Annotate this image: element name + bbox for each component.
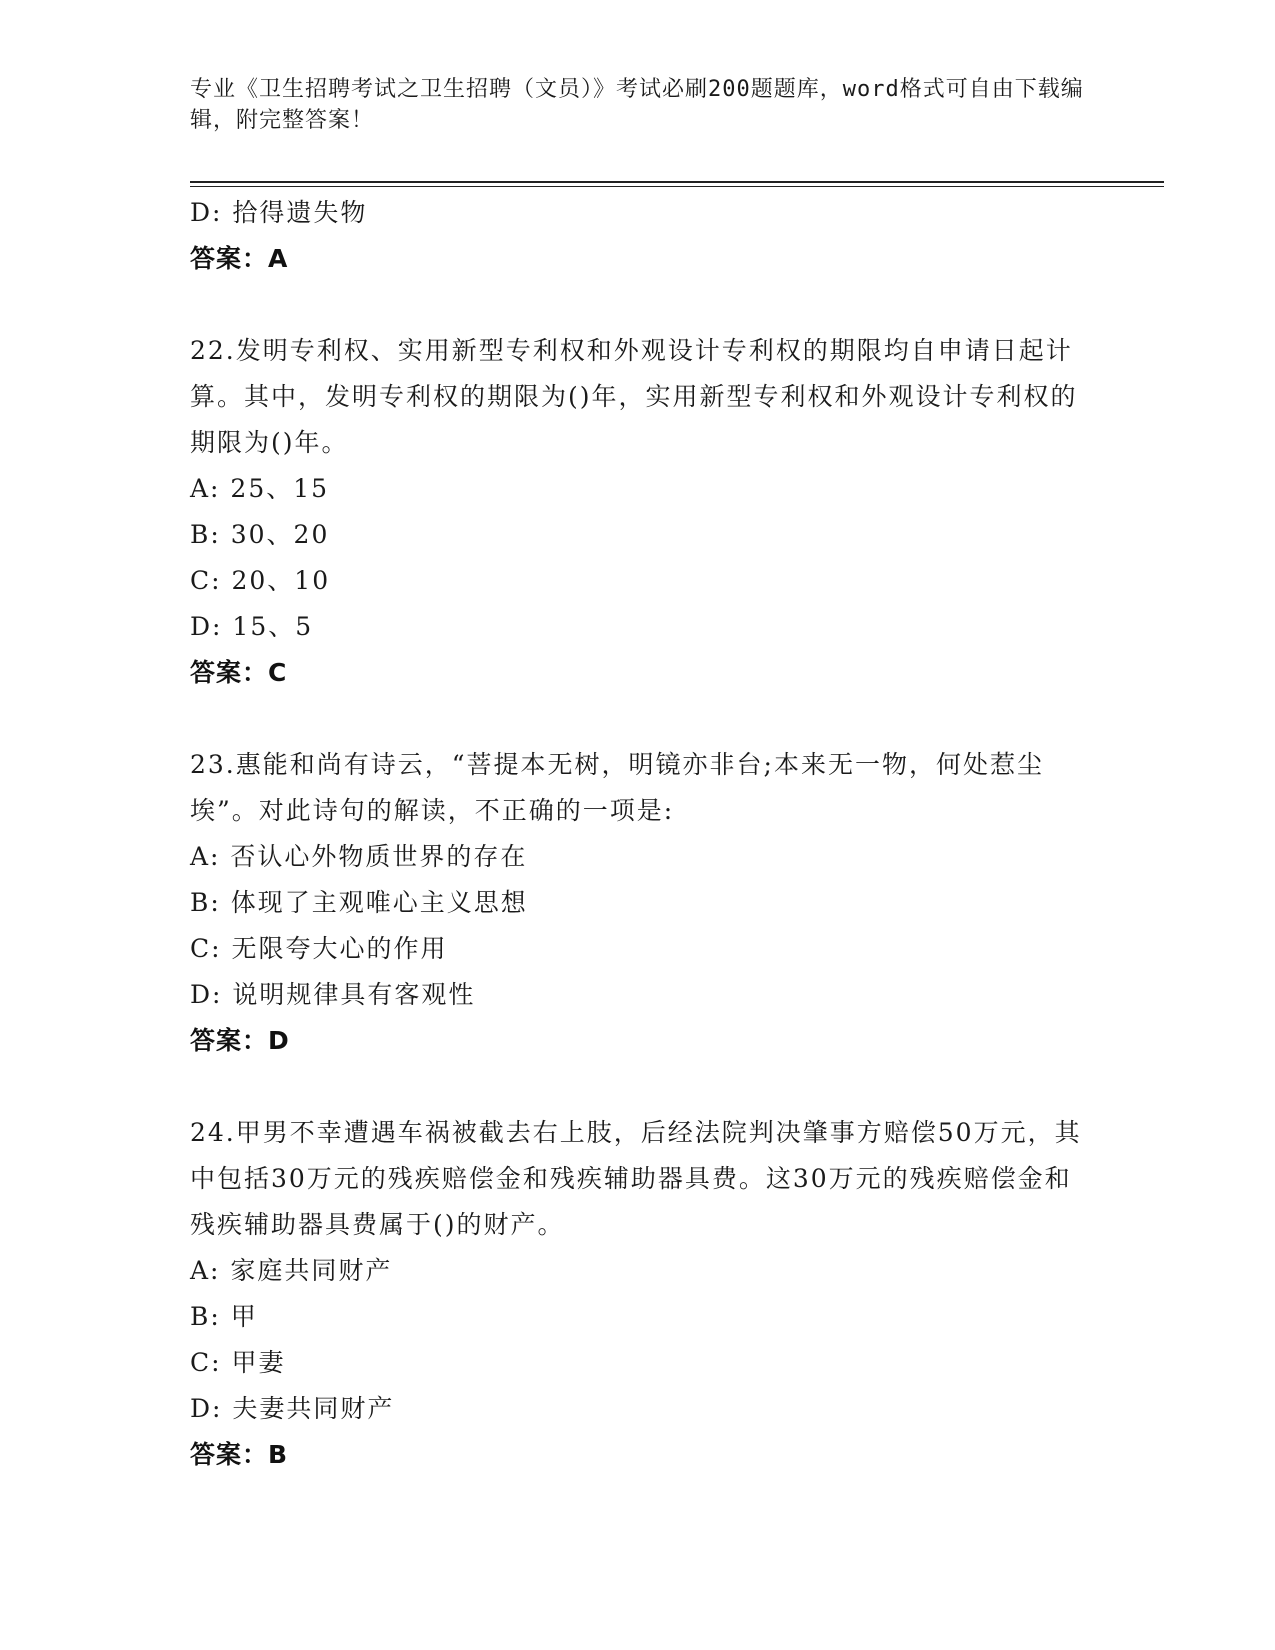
question-22 (190, 328, 1090, 696)
question-stem: 24.甲男不幸遭遇车祸被截去右上肢，后经法院判决肇事方赔偿50万元，其中包括30万元的残疾赔偿金和残疾辅助器具费。这30万元的残疾赔偿金和残疾辅助器具费属于()的财产。 (190, 1118, 1082, 1239)
question-stem: 23.惠能和尚有诗云，“菩提本无树，明镜亦非台;本来无一物，何处惹尘埃”。对此诗句的解读，不正确的一项是: (190, 750, 1044, 825)
answer-line: 答案：A (190, 244, 289, 273)
header-divider-thick (190, 181, 1164, 183)
question-stem: 22.发明专利权、实用新型专利权和外观设计专利权的期限均自申请日起计算。其中，发明专利权的期限为()年，实用新型专利权和外观设计专利权的期限为()年。 (190, 336, 1078, 457)
option-c: C: 甲妻 (190, 1348, 286, 1377)
answer-line: 答案：D (190, 1026, 290, 1055)
option-c: C: 无限夸大心的作用 (190, 934, 448, 963)
question-23 (190, 742, 1090, 1064)
document-body (190, 190, 1090, 1478)
question-24 (190, 1110, 1090, 1478)
option-b: B: 30、20 (190, 520, 330, 549)
header-divider-thin (190, 186, 1164, 187)
option-c: C: 20、10 (190, 566, 331, 595)
document-header: 专业《卫生招聘考试之卫生招聘（文员）》考试必刷200题题库，word格式可自由下载编辑，附完整答案！ (190, 77, 1084, 133)
option-d: D: 15、5 (190, 612, 314, 641)
continued-question (190, 190, 1090, 282)
option-d: D: 拾得遗失物 (190, 198, 368, 227)
option-a: A: 25、15 (190, 474, 330, 503)
option-a: A: 否认心外物质世界的存在 (190, 842, 528, 871)
option-d: D: 说明规律具有客观性 (190, 980, 476, 1009)
answer-line: 答案：B (190, 1440, 289, 1469)
option-b: B: 体现了主观唯心主义思想 (190, 888, 528, 917)
answer-line: 答案：C (190, 658, 288, 687)
option-d: D: 夫妻共同财产 (190, 1394, 395, 1423)
option-a: A: 家庭共同财产 (190, 1256, 393, 1285)
option-b: B: 甲 (190, 1302, 258, 1331)
